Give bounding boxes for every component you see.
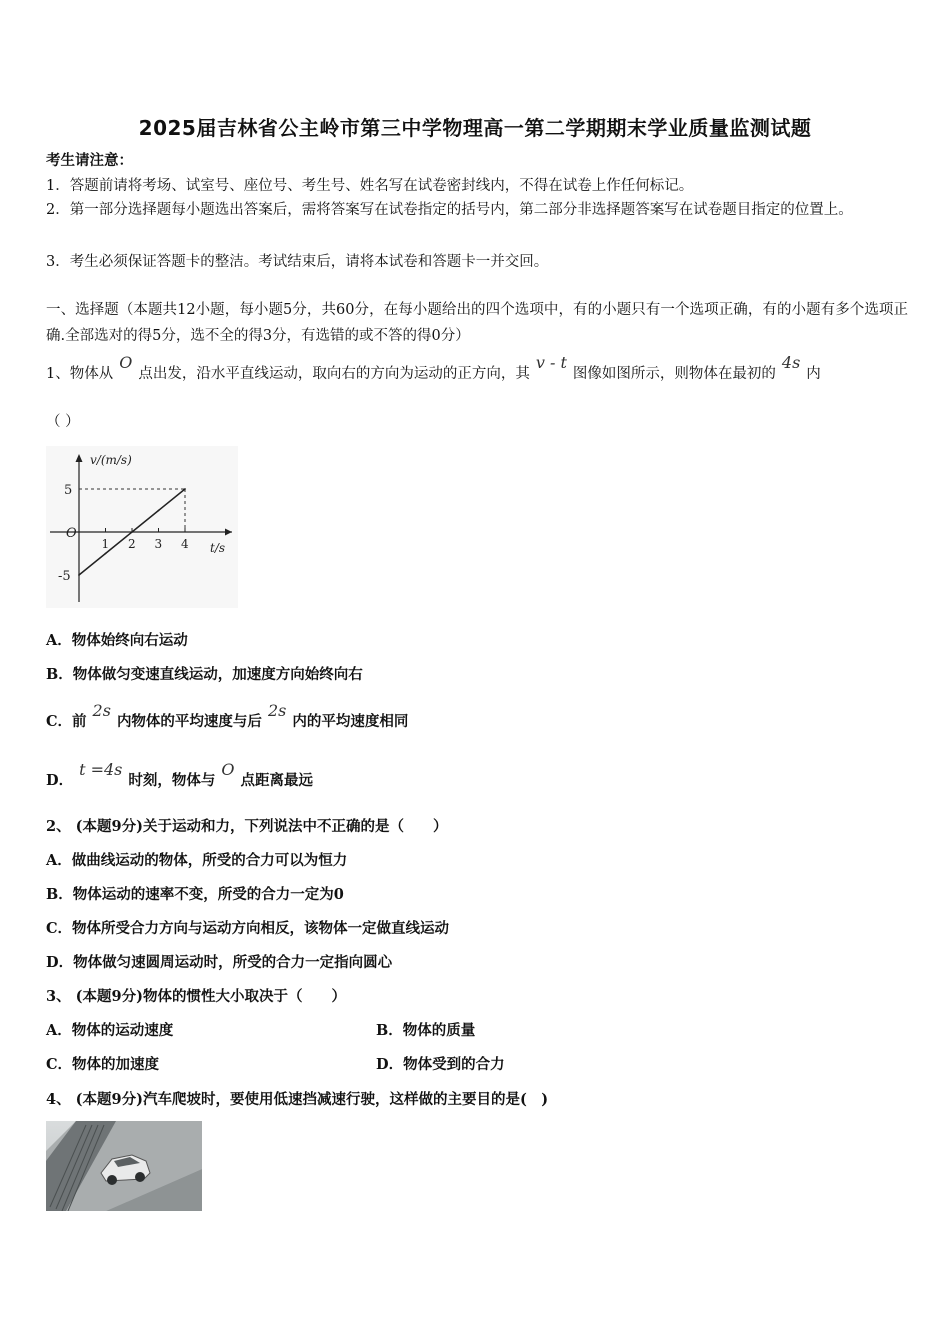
q1-option-d bbox=[46, 760, 314, 792]
q1-text-2: 点出发，沿水平直线运动，取向右的方向为运动的正方向，其 bbox=[138, 366, 530, 382]
q1-d-math-1: t =4s bbox=[79, 760, 123, 779]
vt-graph bbox=[46, 446, 238, 608]
question-1-stem bbox=[46, 353, 821, 385]
q3-option-b: B．物体的质量 bbox=[376, 1022, 476, 1039]
notice-item-2: 2．第一部分选择题每小题选出答案后，需将答案写在试卷指定的括号内，第二部分非选择题答案写在试卷题目指定的位置上。 bbox=[46, 202, 853, 218]
y-axis-label: v/(m/s) bbox=[90, 453, 132, 467]
q1-d-text-1: D． bbox=[46, 772, 74, 789]
q1-c-text-3: 内的平均速度相同 bbox=[292, 713, 409, 730]
q1-math-vt: v - t bbox=[535, 353, 567, 372]
q1-c-text-2: 内物体的平均速度与后 bbox=[116, 713, 262, 730]
x-axis-label: t/s bbox=[210, 541, 226, 555]
q1-option-b: B．物体做匀变速直线运动，加速度方向始终向右 bbox=[46, 666, 363, 683]
data-point bbox=[158, 510, 160, 512]
question-3-stem: 3、 (本题9分)物体的惯性大小取决于（ ） bbox=[46, 988, 346, 1005]
car-slope-photo bbox=[46, 1121, 202, 1211]
q2-option-b: B．物体运动的速率不变，所受的合力一定为0 bbox=[46, 886, 344, 903]
q3-option-a: A．物体的运动速度 bbox=[46, 1022, 174, 1039]
q1-d-text-3: 点距离最远 bbox=[240, 772, 314, 789]
q2-option-c: C．物体所受合力方向与运动方向相反，该物体一定做直线运动 bbox=[46, 920, 450, 937]
q1-answer-blank: （ ） bbox=[46, 414, 80, 430]
x-tick-label: 3 bbox=[154, 537, 163, 551]
data-point bbox=[184, 488, 186, 490]
q1-math-4s: 4s bbox=[781, 353, 801, 372]
data-point bbox=[78, 574, 80, 576]
q1-text-3: 图像如图所示，则物体在最初的 bbox=[572, 366, 776, 382]
q1-c-math-2: 2s bbox=[267, 701, 287, 720]
x-tick-label: 4 bbox=[181, 537, 189, 551]
question-4-stem: 4、 (本题9分)汽车爬坡时，要使用低速挡减速行驶，这样做的主要目的是( ) bbox=[46, 1091, 549, 1108]
q2-option-d: D．物体做匀速圆周运动时，所受的合力一定指向圆心 bbox=[46, 954, 393, 971]
notice-heading: 考生请注意： bbox=[46, 152, 133, 169]
q1-text-1: 1、物体从 bbox=[46, 366, 114, 382]
q1-c-text-1: C．前 bbox=[46, 713, 87, 730]
q1-d-math-2: O bbox=[221, 760, 235, 779]
origin-label: O bbox=[66, 526, 77, 541]
q2-option-a: A．做曲线运动的物体，所受的合力可以为恒力 bbox=[46, 852, 348, 869]
page-title: 2025届吉林省公主岭市第三中学物理高一第二学期期末学业质量监测试题 bbox=[138, 116, 812, 140]
q1-d-text-2: 时刻，物体与 bbox=[128, 772, 216, 789]
x-tick-label: 2 bbox=[128, 537, 136, 551]
q1-text-4: 内 bbox=[806, 366, 821, 382]
notice-item-3: 3．考生必须保证答题卡的整洁。考试结束后，请将本试卷和答题卡一并交回。 bbox=[46, 254, 549, 270]
car-slope-illustration bbox=[46, 1121, 202, 1211]
q3-option-c: C．物体的加速度 bbox=[46, 1056, 160, 1073]
x-axis-arrow-icon bbox=[225, 529, 232, 536]
q1-c-math-1: 2s bbox=[92, 701, 111, 720]
vt-graph-marks bbox=[58, 483, 189, 584]
data-point bbox=[105, 553, 107, 555]
y-tick-label-top: 5 bbox=[64, 483, 73, 498]
y-axis-arrow-icon bbox=[76, 454, 83, 462]
notice-item-1: 1．答题前请将考场、试室号、座位号、考生号、姓名写在试卷密封线内，不得在试卷上作任何标记。 bbox=[46, 178, 694, 194]
q1-option-c bbox=[46, 701, 409, 733]
q1-option-a: A．物体始终向右运动 bbox=[46, 632, 188, 649]
q3-option-d: D．物体受到的合力 bbox=[376, 1056, 505, 1073]
y-tick-label-bottom: -5 bbox=[58, 569, 71, 584]
question-2-stem: 2、 (本题9分)关于运动和力，下列说法中不正确的是（ ） bbox=[46, 818, 448, 835]
vt-graph-svg bbox=[46, 446, 238, 608]
section-1-heading: 一、选择题（本题共12小题，每小题5分，共60分，在每小题给出的四个选项中，有的小题只有一个选项正确，有的小题有多个选项正确.全部选对的得5分，选不全的得3分，有选错的或不答的得0分） bbox=[46, 302, 908, 344]
q1-math-o: O bbox=[119, 353, 133, 372]
x-tick-label: 1 bbox=[101, 537, 110, 551]
